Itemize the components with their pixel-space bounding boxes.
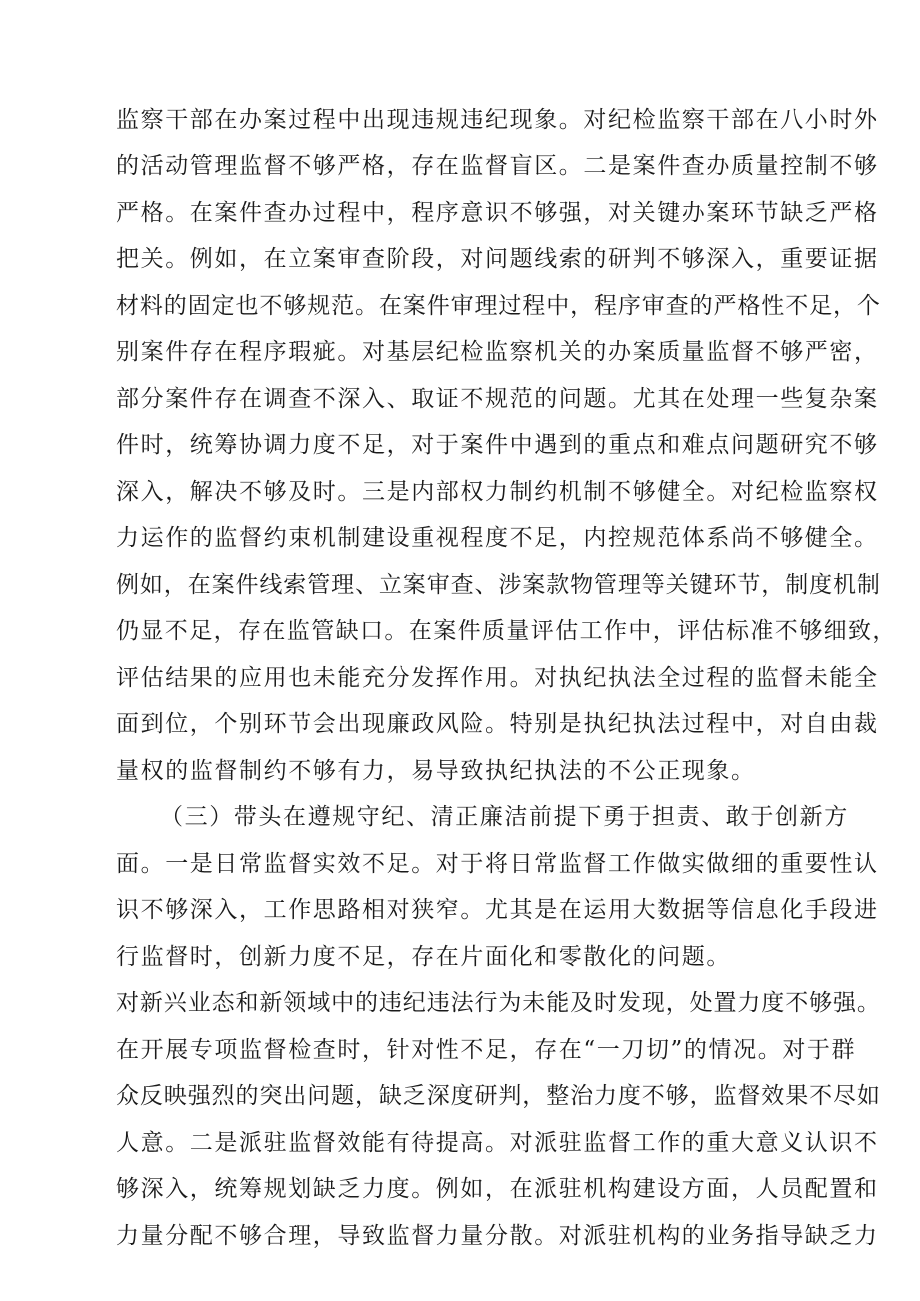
text-line: 对新兴业态和新领域中的违纪违法行为未能及时发现，处置力度不够强。 [116,990,881,1016]
text-line: 深入，解决不够及时。三是内部权力制约机制不够健全。对纪检监察权 [116,479,879,505]
text-line: 材料的固定也不够规范。在案件审理过程中，程序审查的严格性不足，个 [116,293,881,319]
text-line: 面。一是日常监督实效不足。对于将日常监督工作做实做细的重要性认 [116,851,879,877]
text-line: 行监督时，创新力度不足，存在片面化和零散化的问题。 [116,944,731,970]
text-line: 严格。在案件查办过程中，程序意识不够强，对关键办案环节缺乏严格 [116,200,879,226]
text-line: 面到位，个别环节会出现廉政风险。特别是执纪执法过程中，对自由裁 [116,711,879,737]
text-line: 的活动管理监督不够严格，存在监督盲区。二是案件查办质量控制不够 [116,153,879,179]
section-heading-line: （三）带头在遵规守纪、清正廉洁前提下勇于担责、敢于创新方 [160,804,849,830]
text-line: 监察干部在办案过程中出现违规违纪现象。对纪检监察干部在八小时外 [116,107,879,133]
text-line: 部分案件存在调查不深入、取证不规范的问题。尤其在处理一些复杂案 [116,386,879,412]
text-line: 力量分配不够合理，导致监督力量分散。对派驻机构的业务指导缺乏力 [116,1223,879,1249]
text-line: 在开展专项监督检查时，针对性不足，存在“一刀切”的情况。对于群 [116,1037,857,1063]
text-line: 仍显不足，存在监管缺口。在案件质量评估工作中，评估标准不够细致， [116,618,897,644]
text-line: 别案件存在程序瑕疵。对基层纪检监察机关的办案质量监督不够严密， [116,339,879,365]
text-line: 识不够深入，工作思路相对狭窄。尤其是在运用大数据等信息化手段进 [116,897,879,923]
text-line: 件时，统筹协调力度不足，对于案件中遇到的重点和难点问题研究不够 [116,432,879,458]
text-line: 把关。例如，在立案审查阶段，对问题线索的研判不够深入，重要证据 [116,246,879,272]
text-line: 众反映强烈的突出问题，缺乏深度研判，整治力度不够，监督效果不尽如 [116,1083,881,1109]
text-line: 评估结果的应用也未能充分发挥作用。对执纪执法全过程的监督未能全 [116,665,879,691]
text-line: 够深入，统筹规划缺乏力度。例如，在派驻机构建设方面，人员配置和 [116,1176,879,1202]
text-line: 量权的监督制约不够有力，易导致执纪执法的不公正现象。 [116,758,756,784]
text-line: 人意。二是派驻监督效能有待提高。对派驻监督工作的重大意义认识不 [116,1130,879,1156]
text-line: 例如，在案件线索管理、立案审查、涉案款物管理等关键环节，制度机制 [116,572,881,598]
text-line: 力运作的监督约束机制建设重视程度不足，内控规范体系尚不够健全。 [116,525,879,551]
